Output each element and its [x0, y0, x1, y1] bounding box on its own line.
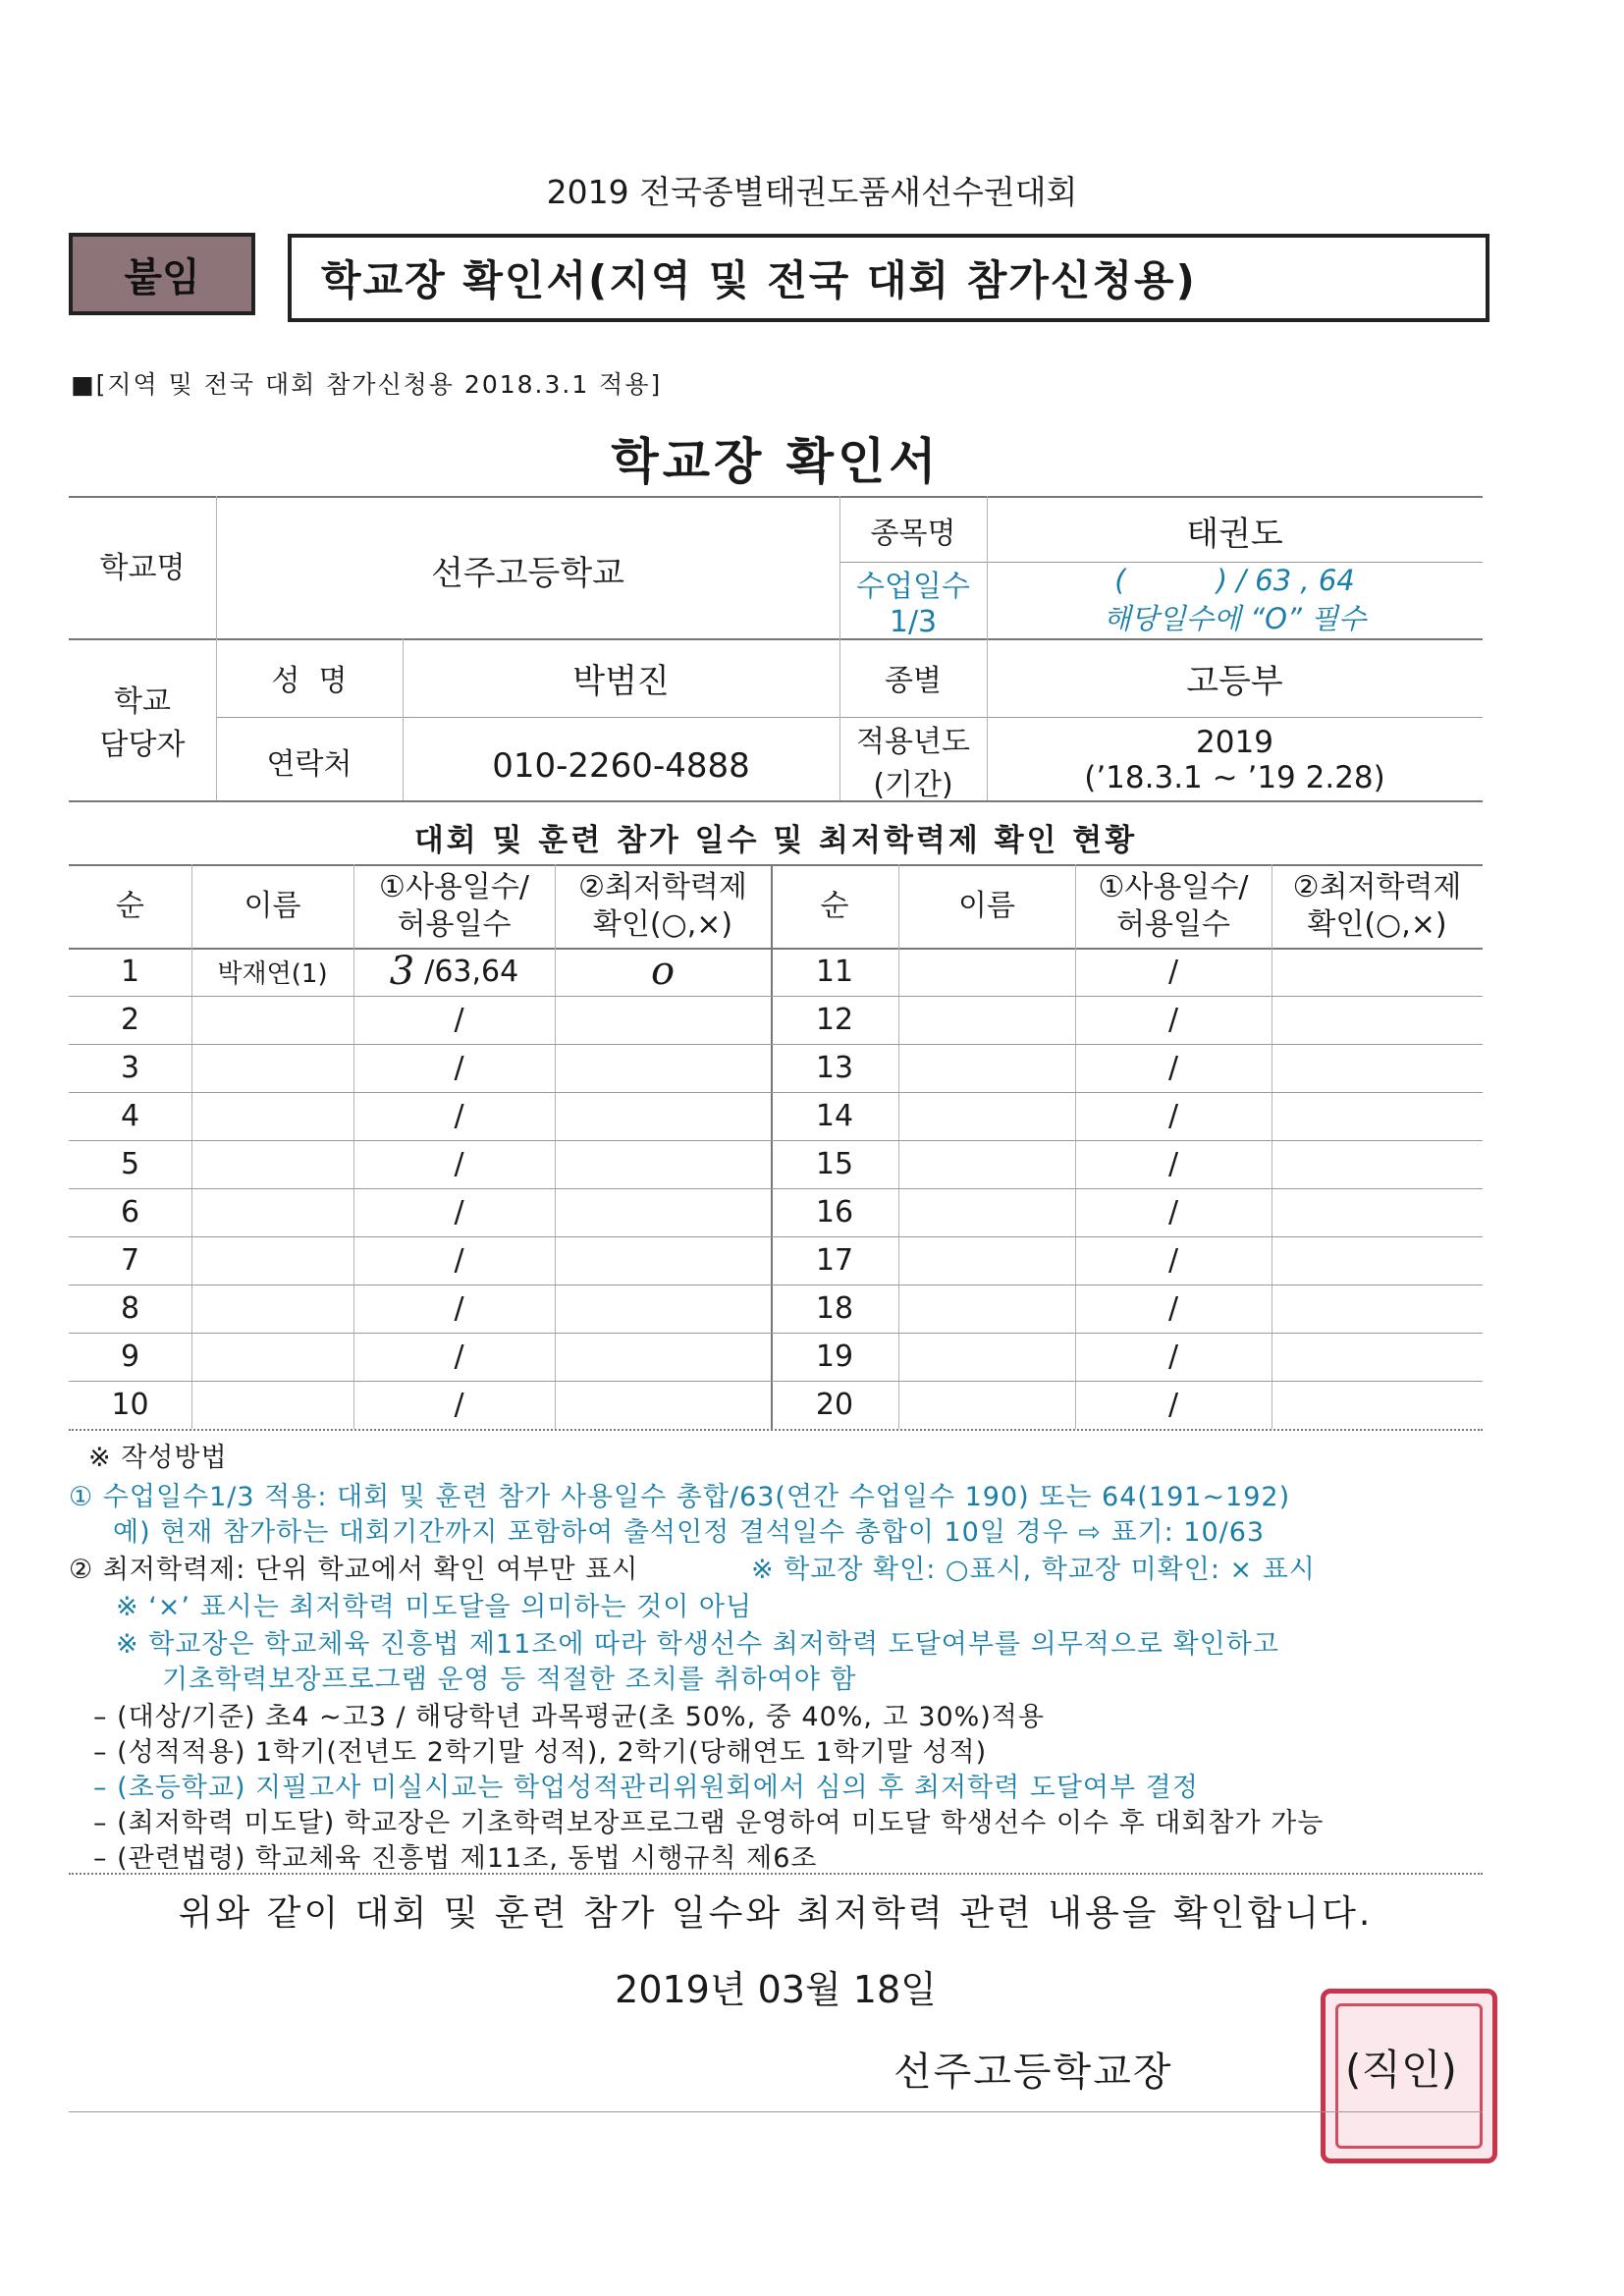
table-row-check: [555, 1285, 771, 1332]
detail-4: – (최저학력 미도달) 학교장은 기초학력보장프로그램 운영하여 미도달 학생선수 이수 후 대회참가 가능: [93, 1808, 1325, 1838]
left-header-days-line2: 허용일수: [397, 906, 512, 942]
school-days-value-line2: 해당일수에 “O” 필수: [1103, 601, 1367, 635]
year-value: [987, 719, 1483, 800]
school-days-label: [839, 562, 987, 638]
table-row-no: 17: [815, 1242, 854, 1278]
table-row-name: [898, 1044, 1075, 1091]
school-days-label-line2: 1/3: [889, 604, 938, 639]
form-title: 학교장 확인서(지역 및 전국 대회 참가신청용): [288, 234, 1489, 322]
table-row-check: [1272, 948, 1483, 995]
table-row-no: 12: [815, 1002, 854, 1037]
table-row-no: 3: [120, 1050, 140, 1085]
left-header-check-line2: 확인(○,×): [592, 906, 733, 942]
sport-value: 태권도: [1186, 514, 1283, 554]
right-header-no: 순: [820, 888, 849, 923]
issue-date: 2019년 03월 18일: [615, 1968, 937, 2011]
right-header-check-line2: 확인(○,×): [1307, 906, 1447, 942]
table-row-no: 19: [815, 1339, 854, 1374]
table-row-no: 7: [120, 1242, 140, 1278]
note-3: ※ ‘×’ 표시는 최저학력 미도달을 의미하는 것이 아님: [116, 1592, 753, 1622]
table-row-no: 16: [815, 1194, 854, 1230]
table-row-days: /: [1167, 1242, 1179, 1278]
phone-label: 연락처: [266, 747, 352, 782]
right-header-days: [1075, 864, 1272, 948]
table-row-days: [353, 1381, 555, 1428]
sport-label: 종목명: [870, 517, 956, 551]
table-row-no: 8: [120, 1290, 140, 1326]
year-value-line1: 2019: [1196, 724, 1273, 760]
table-row-check: [1272, 996, 1483, 1043]
table-row-days: [353, 1333, 555, 1380]
seal-label: (직인): [1345, 2046, 1457, 2094]
table-row-days: /: [1167, 1290, 1179, 1326]
table-row-check: [555, 1044, 771, 1091]
event-title: 2019 전국종별태권도품새선수권대회: [546, 173, 1078, 211]
table-row-no: 6: [120, 1194, 140, 1230]
contact-label-line1: 학교: [114, 683, 171, 719]
table-row-no: 14: [815, 1098, 854, 1133]
table-row-no: 10: [111, 1387, 149, 1422]
division-value: 고등부: [1186, 661, 1283, 701]
table-row-check: [555, 1140, 771, 1187]
detail-5: – (관련법령) 학교체육 진흥법 제11조, 동법 시행규칙 제6조: [93, 1843, 818, 1874]
allowed-days: /: [454, 1242, 464, 1278]
name-label: 성 명: [271, 664, 348, 698]
allowed-days: /: [454, 1050, 464, 1085]
table-row-days: [353, 996, 555, 1043]
table-row-check: [555, 1092, 771, 1139]
left-header-no: 순: [116, 888, 144, 923]
left-header-check-line1: ②최저학력제: [578, 869, 747, 904]
year-label-line2: (기간): [873, 767, 953, 802]
note-1b: 예) 현재 참가하는 대회기간까지 포함하여 출석인정 결석일수 총합이 10일 경우 ⇨ 표기: 10/63: [113, 1517, 1266, 1548]
contact-name: 박범진: [572, 661, 670, 701]
table-row-name: [191, 1333, 353, 1380]
right-header-name: 이름: [958, 888, 1015, 923]
left-header-check: [555, 864, 771, 948]
school-days-label-line1: 수업일수: [856, 569, 970, 604]
year-value-line2: (’18.3.1 ~ ’19 2.28): [1084, 759, 1385, 795]
table-row-check: [1272, 1188, 1483, 1235]
table-row-name: 박재연(1): [217, 958, 328, 989]
scope-note: ■[지역 및 전국 대회 참가신청용 2018.3.1 적용]: [71, 370, 663, 399]
table-row-name: [191, 1092, 353, 1139]
table-row-name: [898, 1140, 1075, 1187]
table-row-days: /: [1167, 1339, 1179, 1374]
allowed-days: /: [454, 1387, 464, 1422]
table-row-no: 15: [815, 1146, 854, 1181]
table-row-no: 1: [120, 954, 140, 989]
left-header-name: 이름: [244, 888, 301, 923]
allowed-days: /63,64: [424, 954, 519, 989]
table-row-check: [555, 1188, 771, 1235]
table-row-days: /: [1167, 1387, 1179, 1422]
detail-3: – (초등학교) 지필고사 미실시교는 학업성적관리위원회에서 심의 후 최저학력 도달여부 결정: [93, 1773, 1199, 1803]
note-4a: ※ 학교장은 학교체육 진흥법 제11조에 따라 학생선수 최저학력 도달여부를 의무적으로 확인하고: [116, 1629, 1279, 1660]
school-name: 선주고등학교: [430, 553, 625, 593]
right-header-days-line1: ①사용일수/: [1098, 869, 1249, 904]
notes-heading: ※ 작성방법: [88, 1443, 228, 1473]
contact-label: [69, 638, 216, 800]
table-row-days: [353, 1092, 555, 1139]
note-1a: ① 수업일수1/3 적용: 대회 및 훈련 참가 사용일수 총합/63(연간 수업일수 190) 또는 64(191~192): [69, 1482, 1291, 1512]
table-row-days: [353, 1044, 555, 1091]
table-row-days: [353, 948, 555, 995]
detail-2: – (성적적용) 1학기(전년도 2학기말 성적), 2학기(당해연도 1학기말 성적): [93, 1737, 988, 1768]
table-row-no: 13: [815, 1050, 854, 1085]
table-row-name: [898, 1333, 1075, 1380]
right-header-days-line2: 허용일수: [1116, 906, 1230, 942]
division-label: 종별: [885, 664, 942, 698]
school-days-value: [987, 562, 1483, 638]
table-row-no: 5: [120, 1146, 140, 1181]
table-row-name: [191, 1285, 353, 1332]
table-row-check: [1272, 1333, 1483, 1380]
table-row-check: [1272, 1381, 1483, 1428]
attendance-section-title: 대회 및 훈련 참가 일수 및 최저학력제 확인 현황: [413, 823, 1138, 858]
right-header-check: [1272, 864, 1483, 948]
table-row-name: [191, 1236, 353, 1284]
table-row-days: /: [1167, 1050, 1179, 1085]
table-row-days: /: [1167, 1146, 1179, 1181]
table-row-days: /: [1167, 1194, 1179, 1230]
table-row-check: [555, 1381, 771, 1428]
table-row-check: [1272, 1140, 1483, 1187]
table-row-name: [898, 1188, 1075, 1235]
table-row-no: 2: [120, 1002, 140, 1037]
allowed-days: /: [454, 1339, 464, 1374]
table-row-name: [898, 1092, 1075, 1139]
note-2a: ② 최저학력제: 단위 학교에서 확인 여부만 표시: [69, 1555, 639, 1585]
table-row-name: [898, 996, 1075, 1043]
document-title: 학교장 확인서: [611, 433, 941, 490]
table-row-check: [1272, 1044, 1483, 1091]
closing-statement: 위와 같이 대회 및 훈련 참가 일수와 최저학력 관련 내용을 확인합니다.: [178, 1893, 1374, 1934]
table-row-name: [191, 1044, 353, 1091]
table-row-days: /: [1167, 1002, 1179, 1037]
allowed-days: /: [454, 1290, 464, 1326]
table-row-no: 20: [815, 1387, 854, 1422]
right-header-check-line1: ②최저학력제: [1292, 869, 1462, 904]
year-label-line1: 적용년도: [856, 724, 970, 759]
table-row-no: 9: [120, 1339, 140, 1374]
allowed-days: /: [454, 1194, 464, 1230]
table-row-name: [191, 1381, 353, 1428]
allowed-days: /: [454, 1098, 464, 1133]
contact-label-line2: 담당자: [99, 727, 186, 762]
table-row-name: [898, 948, 1075, 995]
table-row-check: [555, 1333, 771, 1380]
table-row-days: [353, 1188, 555, 1235]
table-row-check: [1272, 1236, 1483, 1284]
table-row-name: [191, 996, 353, 1043]
allowed-days: /: [454, 1002, 464, 1037]
table-row-check: [1272, 1285, 1483, 1332]
table-row-days: [353, 1140, 555, 1187]
table-row-days: /: [1167, 1098, 1179, 1133]
table-row-no: 4: [120, 1098, 140, 1133]
note-4b: 기초학력보장프로그램 운영 등 적절한 조치를 취하여야 함: [162, 1665, 857, 1695]
attach-badge: 붙임: [69, 233, 255, 315]
principal-name: 선주고등학교장: [893, 2050, 1173, 2095]
table-row-check: [555, 1236, 771, 1284]
table-row-name: [898, 1236, 1075, 1284]
detail-1: – (대상/기준) 초4 ~고3 / 해당학년 과목평균(초 50%, 중 40%, 고 30%)적용: [93, 1702, 1045, 1732]
year-label: [839, 719, 987, 800]
allowed-days: /: [454, 1146, 464, 1181]
table-row-days: /: [1167, 954, 1179, 989]
table-row-no: 11: [815, 954, 854, 989]
table-row-name: [898, 1285, 1075, 1332]
phone-value: 010-2260-4888: [492, 746, 750, 786]
note-2b: ※ 학교장 확인: ○표시, 학교장 미확인: × 표시: [751, 1555, 1316, 1585]
table-row-days: [353, 1285, 555, 1332]
left-header-days: [353, 864, 555, 948]
table-row-days: [353, 1236, 555, 1284]
table-row-check: o: [650, 949, 676, 994]
table-row-name: [191, 1140, 353, 1187]
table-row-no: 18: [815, 1290, 854, 1326]
table-row-name: [898, 1381, 1075, 1428]
used-days-handwritten: 3: [389, 949, 415, 994]
school-label: 학교명: [99, 551, 186, 585]
table-row-check: [555, 996, 771, 1043]
table-row-name: [191, 1188, 353, 1235]
left-header-days-line1: ①사용일수/: [379, 869, 529, 904]
school-days-value-line1: ( ) / 63 , 64: [1114, 563, 1355, 597]
table-row-check: [1272, 1092, 1483, 1139]
